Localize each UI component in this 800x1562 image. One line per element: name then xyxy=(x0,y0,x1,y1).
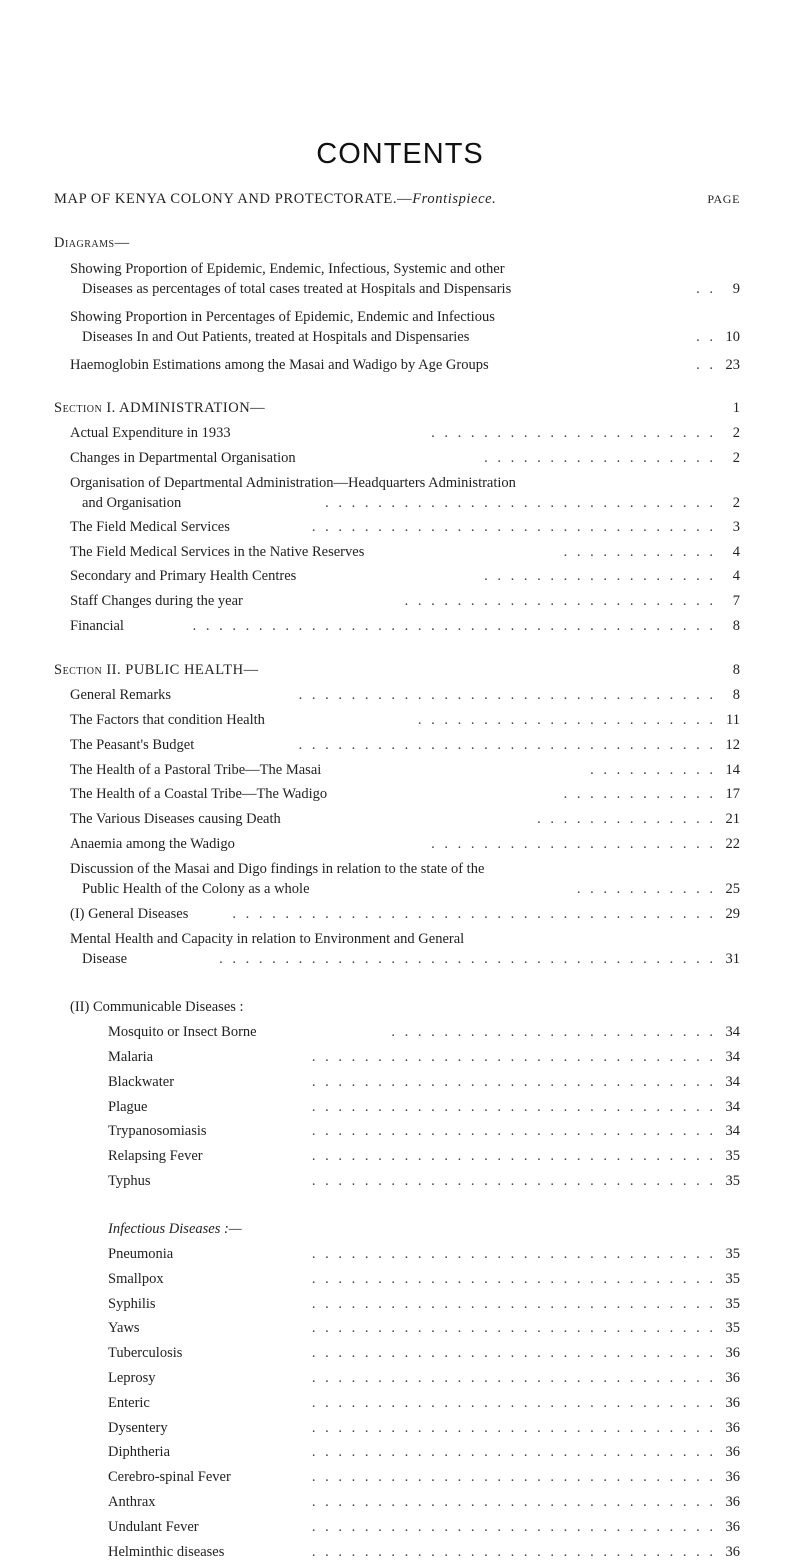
infectious-item-label: Enteric xyxy=(108,1395,150,1411)
section2-item-label-line2: Disease xyxy=(82,951,128,967)
dot-leader: . . . . . . . . . . . . . . . . . . . . . . . . . xyxy=(391,1024,716,1040)
dot-leader: . . . . . . . . . . . . . . . . . . . . . . . . . . . . . . . xyxy=(311,1074,716,1090)
infectious-item-label: Helminthic diseases xyxy=(108,1544,225,1560)
section1-item-label: The Field Medical Services in the Native Reserves xyxy=(70,544,365,560)
section1-item xyxy=(70,423,740,443)
dot-leader: . . . . . . . . . . . . . . . . . . . . . . . . . . . . . . . xyxy=(311,519,716,535)
section1-item-page: 2 xyxy=(732,425,740,441)
section2-item-label: Anaemia among the Wadigo xyxy=(70,836,235,852)
diagram-item xyxy=(70,259,740,299)
dot-leader: . . . . . . . . . . . . . . . . . . . . . . . . . . . . . . . xyxy=(311,1049,716,1065)
communicable-item xyxy=(108,1121,740,1141)
section1-item-label: Staff Changes during the year xyxy=(70,593,243,609)
section2-item-page: 29 xyxy=(725,906,740,922)
infectious-item xyxy=(108,1542,740,1562)
section2-item xyxy=(70,710,740,730)
section2-item-label: General Remarks xyxy=(70,687,172,703)
dot-leader: . . . . . . . . . . . . . . . . . . . . . . . . . . . . . . . xyxy=(311,1320,716,1336)
communicable-item-page: 35 xyxy=(725,1148,740,1164)
dot-leader: . . . . . . . . . . . . . . . . . . . . . . . . . . . . . . . xyxy=(311,1494,716,1510)
communicable-item-label: Blackwater xyxy=(108,1074,175,1090)
dot-leader: . . . . . . . . . . . . . . . . . . xyxy=(484,450,716,466)
section2-item-label: The Health of a Pastoral Tribe—The Masai xyxy=(70,762,322,778)
diagram-item-page: 23 xyxy=(725,357,740,373)
section2-item-label: Discussion of the Masai and Digo findings in relation to the state of the xyxy=(70,861,485,877)
dot-leader: . . . . . . . . . . . . . . . . . . . . . . . . . . . . . . . xyxy=(311,1519,716,1535)
section2-item xyxy=(70,904,740,924)
dot-leader: . . . . . . . . . . . . . . . . . . . . . . . . . . . . . . xyxy=(325,495,716,511)
section1-heading xyxy=(54,398,740,418)
section2-item xyxy=(70,859,740,899)
communicable-item xyxy=(108,1097,740,1117)
mosquito-heading-page: 34 xyxy=(725,1024,740,1040)
dot-leader: . . . . . . . . . . . . . . . . . . . . . . . . . . . . . . . xyxy=(311,1173,716,1189)
section2-item xyxy=(70,685,740,705)
section1-item xyxy=(70,542,740,562)
dot-leader: . . . . . . . . . . . . . . . . . . . . . . . . . . . . . . . xyxy=(311,1469,716,1485)
infectious-item-page: 35 xyxy=(725,1320,740,1336)
dot-leader: . . . . . . . . . . . . . . . . . . . . . . . . . . . . . . . . xyxy=(298,687,716,703)
section2-heading xyxy=(54,660,740,680)
infectious-item xyxy=(108,1294,740,1314)
dot-leader: . . . . . . . . . . . . . . . . . . . . . . . . . . . . . . . xyxy=(311,1148,716,1164)
infectious-item-label: Undulant Fever xyxy=(108,1519,199,1535)
section2-item-label-line2: Public Health of the Colony as a whole xyxy=(82,881,310,897)
communicable-item-label: Typhus xyxy=(108,1173,151,1189)
infectious-item-page: 35 xyxy=(725,1296,740,1312)
infectious-item xyxy=(108,1244,740,1264)
section1-item-page: 2 xyxy=(732,495,740,511)
section2-heading-page: 8 xyxy=(732,662,740,678)
diagram-item-label-line2: Diseases as percentages of total cases treated at Hospitals and Dispensaris xyxy=(82,281,512,297)
section2-item-page: 14 xyxy=(725,762,740,778)
section1-item-label: Secondary and Primary Health Centres xyxy=(70,568,297,584)
diagram-item-label: Showing Proportion in Percentages of Epidemic, Endemic and Infectious xyxy=(70,309,495,325)
communicable-item-page: 34 xyxy=(725,1123,740,1139)
section2-item-label: The Factors that condition Health xyxy=(70,712,265,728)
section2-item xyxy=(70,834,740,854)
infectious-item-page: 36 xyxy=(725,1519,740,1535)
dot-leader: . . . . . . . . . . . . . . . . . . . . . . . . . . . . . . . . xyxy=(298,737,716,753)
dot-leader: . . . . . . . . . . . . . . . . . . . . . . . . . . . . . . . xyxy=(311,1345,716,1361)
diagram-item-label: Haemoglobin Estimations among the Masai and Wadigo by Age Groups xyxy=(70,357,489,373)
dot-leader: . . . . . . . . . . . . . . . . . . . . . . . . . . . . . . . xyxy=(311,1123,716,1139)
dot-leader: . . . . . . . . . . . . . . . . . . xyxy=(484,568,716,584)
infectious-item-page: 36 xyxy=(725,1469,740,1485)
infectious-item-page: 36 xyxy=(725,1494,740,1510)
section1-item-page: 7 xyxy=(732,593,740,609)
section2-item-page: 11 xyxy=(726,712,740,728)
section2-item-page: 31 xyxy=(725,951,740,967)
dot-leader: . . . . . . . . . . . . . . . . . . . . . . . . . . . . . . . xyxy=(311,1420,716,1436)
section1-heading-page: 1 xyxy=(732,400,740,416)
dot-leader: . . . . . . . . . . . . . . . . . . . . . . . xyxy=(417,712,716,728)
communicable-item-label: Plague xyxy=(108,1099,148,1115)
communicable-item xyxy=(108,1171,740,1191)
section2-item xyxy=(70,929,740,969)
infectious-item-page: 36 xyxy=(725,1370,740,1386)
communicable-item xyxy=(108,1146,740,1166)
infectious-item-label: Anthrax xyxy=(108,1494,156,1510)
infectious-item xyxy=(108,1492,740,1512)
communicable-item-page: 34 xyxy=(725,1074,740,1090)
section1-item-label: Actual Expenditure in 1933 xyxy=(70,425,231,441)
communicable-item-page: 34 xyxy=(725,1049,740,1065)
section2-item xyxy=(70,809,740,829)
map-line xyxy=(54,189,740,209)
section2-item-page: 21 xyxy=(725,811,740,827)
diagram-item-label-line2: Diseases In and Out Patients, treated at Hospitals and Dispensaries xyxy=(82,329,470,345)
communicable-item-label: Relapsing Fever xyxy=(108,1148,203,1164)
section2-heading-label: Section II. PUBLIC HEALTH— xyxy=(54,662,259,678)
diagram-item-label: Showing Proportion of Epidemic, Endemic, Infectious, Systemic and other xyxy=(70,261,505,277)
section1-item-page: 4 xyxy=(732,544,740,560)
dot-leader: . . . . . . . . . . . . . . xyxy=(537,811,716,827)
section1-item xyxy=(70,566,740,586)
section1-item-label: The Field Medical Services xyxy=(70,519,230,535)
infectious-item-label: Yaws xyxy=(108,1320,140,1336)
infectious-item xyxy=(108,1343,740,1363)
infectious-item-label: Pneumonia xyxy=(108,1246,174,1262)
section1-item-label: Organisation of Departmental Administration—Headquarters Administration xyxy=(70,475,516,491)
dot-leader: . . . . . . . . . . . . . . . . . . . . . . xyxy=(431,836,716,852)
dot-leader: . . . . . . . . . . . . . . . . . . . . . . . . . . . . . . . xyxy=(311,1246,716,1262)
infectious-item-page: 36 xyxy=(725,1395,740,1411)
communicable-item-label: Trypanosomiasis xyxy=(108,1123,207,1139)
dot-leader: . . xyxy=(696,329,716,345)
infectious-item-page: 36 xyxy=(725,1444,740,1460)
section2-item-page: 22 xyxy=(725,836,740,852)
infectious-item xyxy=(108,1442,740,1462)
section1-item-page: 4 xyxy=(732,568,740,584)
infectious-item xyxy=(108,1418,740,1438)
dot-leader: . . . . . . . . . . . . xyxy=(563,786,716,802)
infectious-item-label: Smallpox xyxy=(108,1271,164,1287)
dot-leader: . . . . . . . . . . . . . . . . . . . . . . . . . . . . . . . xyxy=(311,1370,716,1386)
dot-leader: . . . . . . . . . . . . . . . . . . . . . . . . . . . . . . . . . . . . . . xyxy=(219,951,716,967)
infectious-heading xyxy=(108,1219,740,1239)
section2-item-label: The Various Diseases causing Death xyxy=(70,811,281,827)
dot-leader: . . xyxy=(696,281,716,297)
section2-item xyxy=(70,760,740,780)
communicable-item-page: 34 xyxy=(725,1099,740,1115)
dot-leader: . . . . . . . . . . . . xyxy=(563,544,716,560)
mosquito-heading xyxy=(108,1022,740,1042)
infectious-item xyxy=(108,1318,740,1338)
diagrams-heading-label: Diagrams— xyxy=(54,235,130,251)
infectious-item-page: 36 xyxy=(725,1420,740,1436)
infectious-item-label: Syphilis xyxy=(108,1296,156,1312)
section1-item xyxy=(70,517,740,537)
section1-item-label: Changes in Departmental Organisation xyxy=(70,450,296,466)
dot-leader: . . . . . . . . . . . . . . . . . . . . . . . . . . . . . . . xyxy=(311,1544,716,1560)
dot-leader: . . . . . . . . . . . . . . . . . . . . . . . . . . . . . . . xyxy=(311,1271,716,1287)
section2-item-page: 17 xyxy=(725,786,740,802)
mosquito-heading-label: Mosquito or Insect Borne xyxy=(108,1024,257,1040)
section1-item xyxy=(70,448,740,468)
infectious-item-label: Dysentery xyxy=(108,1420,168,1436)
infectious-item-label: Leprosy xyxy=(108,1370,156,1386)
dot-leader: . . . . . . . . . . . xyxy=(576,881,716,897)
dot-leader: . . xyxy=(696,357,716,373)
infectious-item xyxy=(108,1368,740,1388)
infectious-heading-label: Infectious Diseases :— xyxy=(108,1221,242,1237)
diagrams-heading xyxy=(54,233,740,253)
diagram-item xyxy=(70,355,740,375)
map-line-text: MAP OF KENYA COLONY AND PROTECTORATE.— xyxy=(54,191,413,207)
diagram-item-page: 9 xyxy=(732,281,740,297)
dot-leader: . . . . . . . . . . . . . . . . . . . . . . . . xyxy=(404,593,716,609)
diagram-item xyxy=(70,307,740,347)
section2-item xyxy=(70,735,740,755)
page-column-header: PAGE xyxy=(707,192,740,206)
section2-item-label: The Health of a Coastal Tribe—The Wadigo xyxy=(70,786,328,802)
dot-leader: . . . . . . . . . . . . . . . . . . . . . . . . . . . . . . . xyxy=(311,1296,716,1312)
section1-item-page: 3 xyxy=(732,519,740,535)
section2-item-page: 8 xyxy=(732,687,740,703)
section2-item xyxy=(70,784,740,804)
section1-item-page: 8 xyxy=(732,618,740,634)
communicable-item xyxy=(108,1047,740,1067)
section2-item-label: Mental Health and Capacity in relation to Environment and General xyxy=(70,931,465,947)
dot-leader: . . . . . . . . . . . . . . . . . . . . . . . . . . . . . . . . . . . . . xyxy=(232,906,716,922)
section1-item-label: Financial xyxy=(70,618,124,634)
dot-leader: . . . . . . . . . . . . . . . . . . . . . . xyxy=(431,425,716,441)
dot-leader: . . . . . . . . . . . . . . . . . . . . . . . . . . . . . . . xyxy=(311,1395,716,1411)
infectious-item xyxy=(108,1269,740,1289)
dot-leader: . . . . . . . . . . . . . . . . . . . . . . . . . . . . . . . xyxy=(311,1099,716,1115)
section1-item-page: 2 xyxy=(732,450,740,466)
section2-item-label: (I) General Diseases xyxy=(70,906,189,922)
infectious-item-page: 35 xyxy=(725,1246,740,1262)
communicable-heading xyxy=(70,997,740,1017)
frontispiece-label: Frontispiece. xyxy=(412,191,497,207)
section2-item-page: 25 xyxy=(725,881,740,897)
infectious-item-label: Tuberculosis xyxy=(108,1345,183,1361)
dot-leader: . . . . . . . . . . xyxy=(590,762,716,778)
dot-leader: . . . . . . . . . . . . . . . . . . . . . . . . . . . . . . . xyxy=(311,1444,716,1460)
dot-leader: . . . . . . . . . . . . . . . . . . . . . . . . . . . . . . . . . . . . . . . . xyxy=(192,618,716,634)
infectious-item-page: 36 xyxy=(725,1345,740,1361)
section1-item xyxy=(70,616,740,636)
infectious-item-page: 36 xyxy=(725,1544,740,1560)
infectious-item-page: 35 xyxy=(725,1271,740,1287)
section1-heading-label: Section I. ADMINISTRATION— xyxy=(54,400,266,416)
infectious-item-label: Cerebro-spinal Fever xyxy=(108,1469,231,1485)
infectious-item xyxy=(108,1393,740,1413)
section1-item-label-line2: and Organisation xyxy=(82,495,182,511)
section2-item-page: 12 xyxy=(725,737,740,753)
page-title: CONTENTS xyxy=(316,138,484,170)
infectious-item-label: Diphtheria xyxy=(108,1444,171,1460)
section1-item xyxy=(70,473,740,513)
section2-item-label: The Peasant's Budget xyxy=(70,737,195,753)
communicable-item xyxy=(108,1072,740,1092)
infectious-item xyxy=(108,1467,740,1487)
diagram-item-page: 10 xyxy=(725,329,740,345)
infectious-item xyxy=(108,1517,740,1537)
communicable-item-page: 35 xyxy=(725,1173,740,1189)
communicable-heading-label: (II) Communicable Diseases : xyxy=(70,999,244,1015)
communicable-item-label: Malaria xyxy=(108,1049,154,1065)
section1-item xyxy=(70,591,740,611)
